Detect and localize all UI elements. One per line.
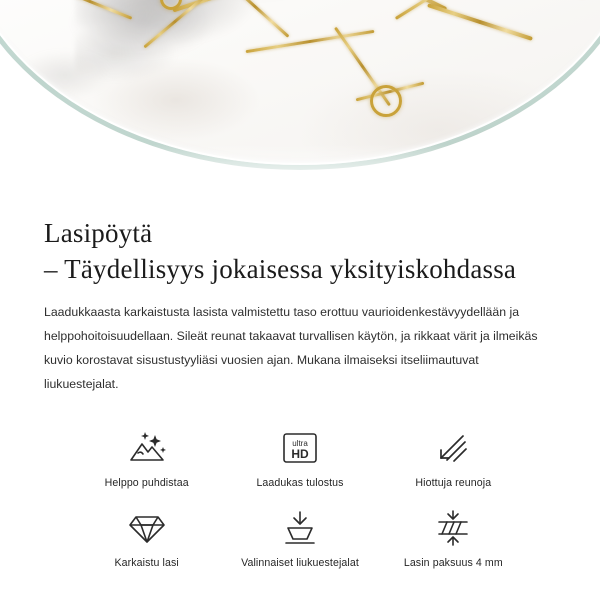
feature-label: Laadukas tulostus	[256, 477, 344, 490]
feature-label: Lasin paksuus 4 mm	[403, 557, 503, 570]
title-line-2: – Täydellisyys jokaisessa yksityiskohdassa	[44, 253, 517, 284]
feature-item	[70, 505, 223, 569]
feature-item	[223, 505, 376, 569]
feature-label: Hiottuja reunoja	[415, 477, 492, 490]
feature-grid	[44, 425, 556, 569]
svg-text:HD: HD	[291, 447, 309, 462]
anti-slip-feet-icon	[280, 505, 320, 551]
diamond-tempered-glass-icon	[127, 505, 167, 551]
svg-text:ultra: ultra	[292, 439, 308, 449]
polished-edges-icon	[433, 425, 473, 471]
feature-item	[377, 505, 530, 569]
hero-bottom-fade	[0, 144, 600, 190]
glass-edge-inner-highlight	[0, 0, 600, 165]
content-block	[0, 190, 600, 569]
feature-item	[223, 425, 376, 489]
ultra-hd-icon	[280, 425, 320, 471]
hero-image	[0, 0, 600, 190]
page-title	[44, 216, 556, 287]
sparkle-cleaning-icon	[125, 425, 169, 471]
feature-label: Karkaistu lasi	[114, 557, 179, 570]
feature-item	[377, 425, 530, 489]
description-paragraph: Laadukkaasta karkaistusta lasista valmistettu taso erottuu vaurioidenkestävyydellään ja helppohoitoisuudellaan. Sileät reunat takaavat turvallisen käytön, ja rikkaat värit ja ilmeikäs kuvio korostavat sisustustyyliäsi vuosien ajan. Mukana ilmaiseksi itseliimautuvat liukuestejalat.	[44, 305, 538, 392]
title-line-1: Lasipöytä	[44, 218, 153, 248]
feature-item	[70, 425, 223, 489]
thickness-arrows-icon	[433, 505, 473, 551]
feature-label: Valinnaiset liukuestejalat	[241, 557, 359, 570]
feature-label: Helppo puhdistaa	[104, 477, 189, 490]
